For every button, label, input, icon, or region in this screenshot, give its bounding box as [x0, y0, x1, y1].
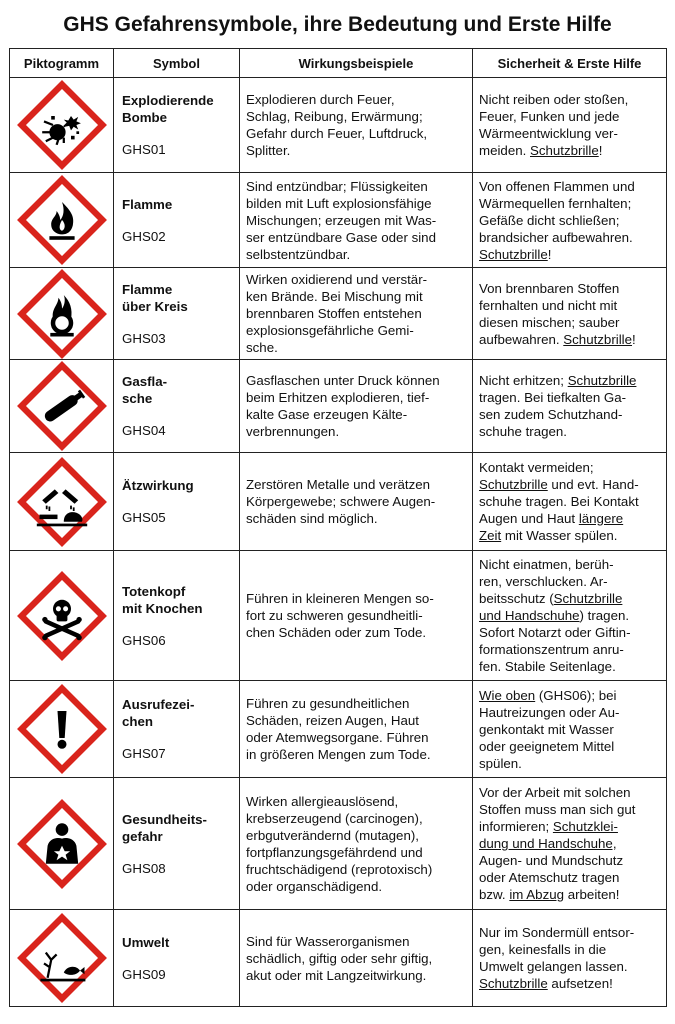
effects-text: Wirken allergieauslösend, krebserzeugend (carcinogen), erbgutverändernd (mutagen), fortpflanzungsgefährdend und fruchtschädigend (reprotoxisch) oder organschädigend.	[246, 793, 433, 894]
safety-segment: Kontakt vermeiden;	[479, 460, 594, 475]
symbol-name: Flamme über Kreis	[122, 281, 188, 314]
underlined-term: Wie oben	[479, 687, 536, 703]
effects-cell	[240, 173, 473, 268]
effects-cell	[240, 681, 473, 778]
effects-cell	[240, 453, 473, 551]
safety-segment: Nur im Sondermüll entsor- gen, keinesfalls in die Umwelt gelangen lassen.	[479, 925, 635, 974]
symbol-cell	[114, 910, 240, 1007]
table-header-row	[10, 49, 667, 78]
underlined-term: Schutzbrille	[479, 976, 548, 991]
safety-segment: tragen. Bei tiefkalten Ga- sen zudem Schutzhand- schuhe tragen.	[479, 390, 627, 439]
effects-text: Wirken oxidierend und verstär- ken Brände. Bei Mischung mit brennbaren Stoffen entstehen explosionsgefährliche Gemi- sche.	[246, 272, 428, 355]
symbol-name: Totenkopf mit Knochen	[122, 583, 203, 616]
ghs-code: GHS03	[122, 330, 166, 346]
exploding-bomb-icon	[17, 80, 107, 170]
symbol-cell	[114, 681, 240, 778]
safety-text	[479, 924, 660, 992]
underlined-term: Schutzbrille	[479, 246, 548, 262]
safety-cell	[473, 360, 667, 453]
safety-cell	[473, 173, 667, 268]
safety-text	[479, 372, 660, 440]
symbol-cell	[114, 778, 240, 910]
table-row	[10, 173, 667, 268]
ghs-table	[9, 48, 667, 1007]
flame-icon	[17, 175, 107, 265]
underlined-term: Schutzbrille	[479, 477, 548, 492]
safety-text	[479, 687, 660, 772]
safety-text	[479, 91, 660, 159]
header-wirkungsbeispiele: Wirkungsbeispiele	[240, 49, 473, 78]
symbol-name: Gesundheits- gefahr	[122, 811, 207, 844]
ghs-code: GHS09	[122, 966, 166, 982]
pictogram-cell	[10, 910, 114, 1007]
corrosion-icon	[17, 457, 107, 547]
symbol-cell	[114, 173, 240, 268]
underlined-term: und Handschuhe	[479, 608, 580, 623]
symbol-name: Explodierende Bombe	[122, 93, 214, 125]
symbol-name: Flamme	[122, 196, 173, 212]
safety-text	[479, 178, 660, 263]
underlined-term: Schutzbrille	[530, 143, 599, 158]
underlined-term: Zeit	[479, 528, 502, 543]
effects-cell	[240, 778, 473, 910]
effects-text: Sind entzündbar; Flüssigkeiten bilden mit Luft explosionsfähige Mischungen; erzeugen mit Was- ser entzündbare Gase oder sind selbstentzündbar.	[246, 178, 437, 262]
safety-segment: !	[632, 331, 636, 347]
effects-cell	[240, 78, 473, 173]
header-sicherheit: Sicherheit & Erste Hilfe	[473, 49, 667, 78]
table-row	[10, 268, 667, 360]
effects-cell	[240, 268, 473, 360]
safety-segment: (GHS06); bei Hautreizungen oder Au- genkontakt mit Wasser oder geeignetem Mittel spülen.	[479, 687, 620, 771]
underlined-term: im Abzug	[509, 887, 565, 902]
safety-segment: Nicht reiben oder stoßen, Feuer, Funken und jede Wärmeentwicklung ver- meiden.	[479, 92, 629, 158]
symbol-name: Umwelt	[122, 934, 170, 950]
ghs-code: GHS02	[122, 228, 166, 244]
pictogram-cell	[10, 778, 114, 910]
effects-cell	[240, 360, 473, 453]
pictogram-cell	[10, 78, 114, 173]
pictogram-cell	[10, 173, 114, 268]
safety-segment: Vor der Arbeit mit solchen Stoffen muss man sich gut informieren;	[479, 785, 636, 834]
symbol-cell	[114, 453, 240, 551]
health-hazard-icon	[17, 799, 107, 889]
ghs-code: GHS08	[122, 860, 166, 876]
safety-segment: mit Wasser spülen.	[501, 528, 618, 543]
skull-crossbones-icon	[17, 571, 107, 661]
table-row	[10, 453, 667, 551]
symbol-cell	[114, 551, 240, 681]
safety-cell	[473, 551, 667, 681]
effects-text: Gasflaschen unter Druck können beim Erhitzen explodieren, tief- kalte Gase erzeugen Kälte- verbrennungen.	[246, 373, 440, 439]
pictogram-cell	[10, 551, 114, 681]
ghs-code: GHS01	[122, 142, 166, 157]
pictogram-cell	[10, 681, 114, 778]
underlined-term: Schutzbrille	[563, 331, 633, 347]
underlined-term: Schutzbrille	[567, 373, 637, 388]
effects-cell	[240, 551, 473, 681]
effects-text: Sind für Wasserorganismen schädlich, giftig oder sehr giftig, akut oder mit Langzeitwirkung.	[246, 933, 433, 983]
safety-segment: Nicht einatmen, berüh- ren, verschlucken. Ar- beitsschutz (	[479, 557, 614, 606]
safety-segment: Nicht erhitzen;	[479, 373, 568, 388]
ghs-code: GHS04	[122, 423, 166, 438]
safety-segment: aufsetzen!	[547, 976, 613, 991]
safety-segment: arbeiten!	[564, 887, 620, 902]
table-row	[10, 681, 667, 778]
exclamation-mark-icon	[17, 684, 107, 774]
table-row	[10, 360, 667, 453]
underlined-term: dung und Handschuhe,	[479, 836, 617, 851]
effects-text: Zerstören Metalle und verätzen Körpergewebe; schwere Augen- schäden sind möglich.	[246, 477, 436, 526]
safety-text	[479, 556, 660, 675]
safety-cell	[473, 268, 667, 360]
safety-cell	[473, 778, 667, 910]
underlined-term: Schutzklei-	[552, 819, 618, 834]
environment-icon	[17, 913, 107, 1003]
safety-segment: !	[598, 143, 603, 158]
effects-text: Führen in kleineren Mengen so- fort zu schweren gesundheitli- chen Schäden oder zum Tode.	[246, 591, 434, 640]
pictogram-cell	[10, 453, 114, 551]
flame-over-circle-icon	[17, 269, 107, 359]
pictogram-cell	[10, 360, 114, 453]
safety-segment: Von offenen Flammen und Wärmequellen fernhalten; Gefäße dicht schließen; brandsicher aufbewahren.	[479, 178, 635, 245]
safety-segment: !	[547, 246, 552, 262]
ghs-code: GHS05	[122, 510, 166, 525]
ghs-code: GHS06	[122, 632, 166, 648]
table-row	[10, 778, 667, 910]
symbol-name: Ätzwirkung	[122, 478, 194, 493]
safety-segment: und evt. Hand- schuhe tragen. Bei Kontakt Augen und Haut	[479, 477, 639, 526]
pictogram-cell	[10, 268, 114, 360]
safety-cell	[473, 681, 667, 778]
underlined-term: längere	[578, 511, 624, 526]
symbol-cell	[114, 78, 240, 173]
symbol-name: Ausrufezei- chen	[122, 697, 195, 729]
safety-segment: Augen- und Mundschutz oder Atemschutz tragen bzw.	[479, 853, 624, 902]
table-row	[10, 910, 667, 1007]
gas-cylinder-icon	[17, 361, 107, 451]
safety-segment: Von brennbaren Stoffen fernhalten und nicht mit diesen mischen; sauber aufbewahren.	[479, 280, 620, 347]
effects-text: Explodieren durch Feuer, Schlag, Reibung, Erwärmung; Gefahr durch Feuer, Luftdruck, Splitter.	[246, 92, 428, 158]
symbol-name: Gasfla- sche	[122, 374, 168, 406]
safety-cell	[473, 910, 667, 1007]
effects-text: Führen zu gesundheitlichen Schäden, reizen Augen, Haut oder Atemwegsorgane. Führen in größeren Mengen zum Tode.	[246, 696, 431, 762]
safety-cell	[473, 78, 667, 173]
symbol-cell	[114, 268, 240, 360]
underlined-term: Schutzbrille	[553, 591, 623, 606]
safety-text	[479, 280, 660, 348]
ghs-code: GHS07	[122, 746, 166, 761]
effects-cell	[240, 910, 473, 1007]
symbol-cell	[114, 360, 240, 453]
table-row	[10, 78, 667, 173]
safety-text	[479, 784, 660, 903]
header-symbol: Symbol	[114, 49, 240, 78]
safety-segment: ) tragen. Sofort Notarzt oder Giftin- formationszentrum anru- fen. Stabile Seitenlage.	[479, 608, 631, 674]
safety-text	[479, 459, 660, 544]
header-piktogramm: Piktogramm	[10, 49, 114, 78]
table-row	[10, 551, 667, 681]
safety-cell	[473, 453, 667, 551]
page-title: GHS Gefahrensymbole, ihre Bedeutung und Erste Hilfe	[63, 13, 612, 36]
